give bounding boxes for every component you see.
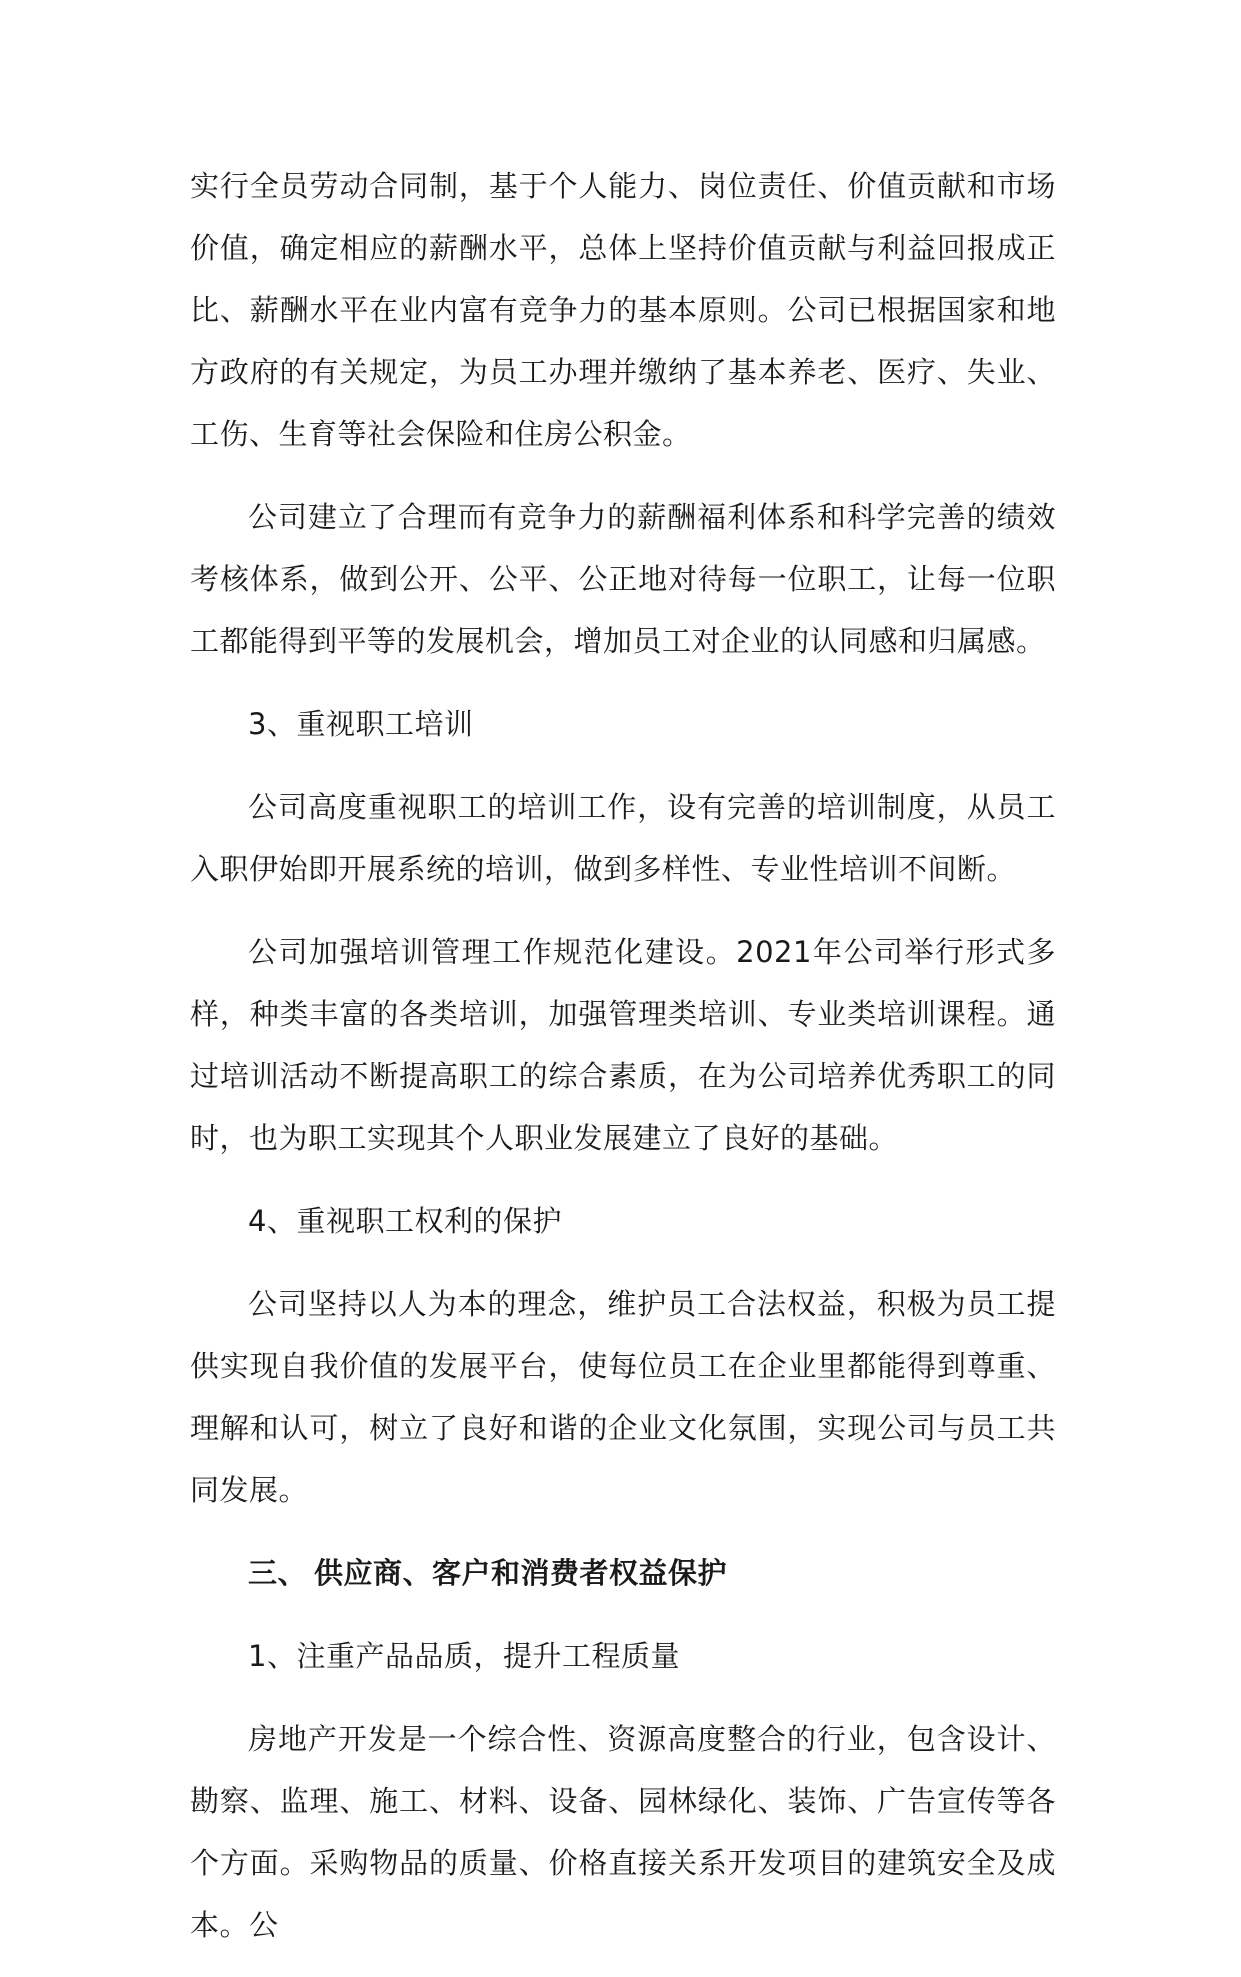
- paragraph-training-system: 公司高度重视职工的培训工作，设有完善的培训制度，从员工入职伊始即开展系统的培训，做到多样性、专业性培训不间断。: [190, 790, 1056, 886]
- subheading-product-quality: 1、注重产品品质，提升工程质量: [248, 1639, 680, 1673]
- subheading-training: 3、重视职工培训: [248, 707, 474, 741]
- section-title: 供应商、客户和消费者权益保护: [314, 1556, 728, 1590]
- paragraph-training-management: 公司加强培训管理工作规范化建设。2021年公司举行形式多样，种类丰富的各类培训，加强管理类培训、专业类培训课程。通过培训活动不断提高职工的综合素质，在为公司培养优秀职工的同时，也为职工实现其个人职业发展建立了良好的基础。: [190, 935, 1056, 1155]
- paragraph-real-estate-development: 房地产开发是一个综合性、资源高度整合的行业，包含设计、勘察、监理、施工、材料、设备、园林绿化、装饰、广告宣传等各个方面。采购物品的质量、价格直接关系开发项目的建筑安全及成本。公: [190, 1722, 1056, 1942]
- paragraph-rights-protection: 公司坚持以人为本的理念，维护员工合法权益，积极为员工提供实现自我价值的发展平台，使每位员工在企业里都能得到尊重、理解和认可，树立了良好和谐的企业文化氛围，实现公司与员工共同发展。: [190, 1287, 1056, 1507]
- section-heading-stakeholders: [190, 1542, 1056, 1604]
- paragraph-compensation: 实行全员劳动合同制，基于个人能力、岗位责任、价值贡献和市场价值，确定相应的薪酬水平，总体上坚持价值贡献与利益回报成正比、薪酬水平在业内富有竞争力的基本原则。公司已根据国家和地方政府的有关规定，为员工办理并缴纳了基本养老、医疗、失业、工伤、生育等社会保险和住房公积金。: [190, 169, 1056, 451]
- section-number: 三、: [248, 1556, 308, 1590]
- document-body: [190, 155, 1056, 1977]
- paragraph-incentive-system: 公司建立了合理而有竞争力的薪酬福利体系和科学完善的绩效考核体系，做到公开、公平、公正地对待每一位职工，让每一位职工都能得到平等的发展机会，增加员工对企业的认同感和归属感。: [190, 500, 1056, 658]
- subheading-rights-protection: 4、重视职工权利的保护: [248, 1204, 562, 1238]
